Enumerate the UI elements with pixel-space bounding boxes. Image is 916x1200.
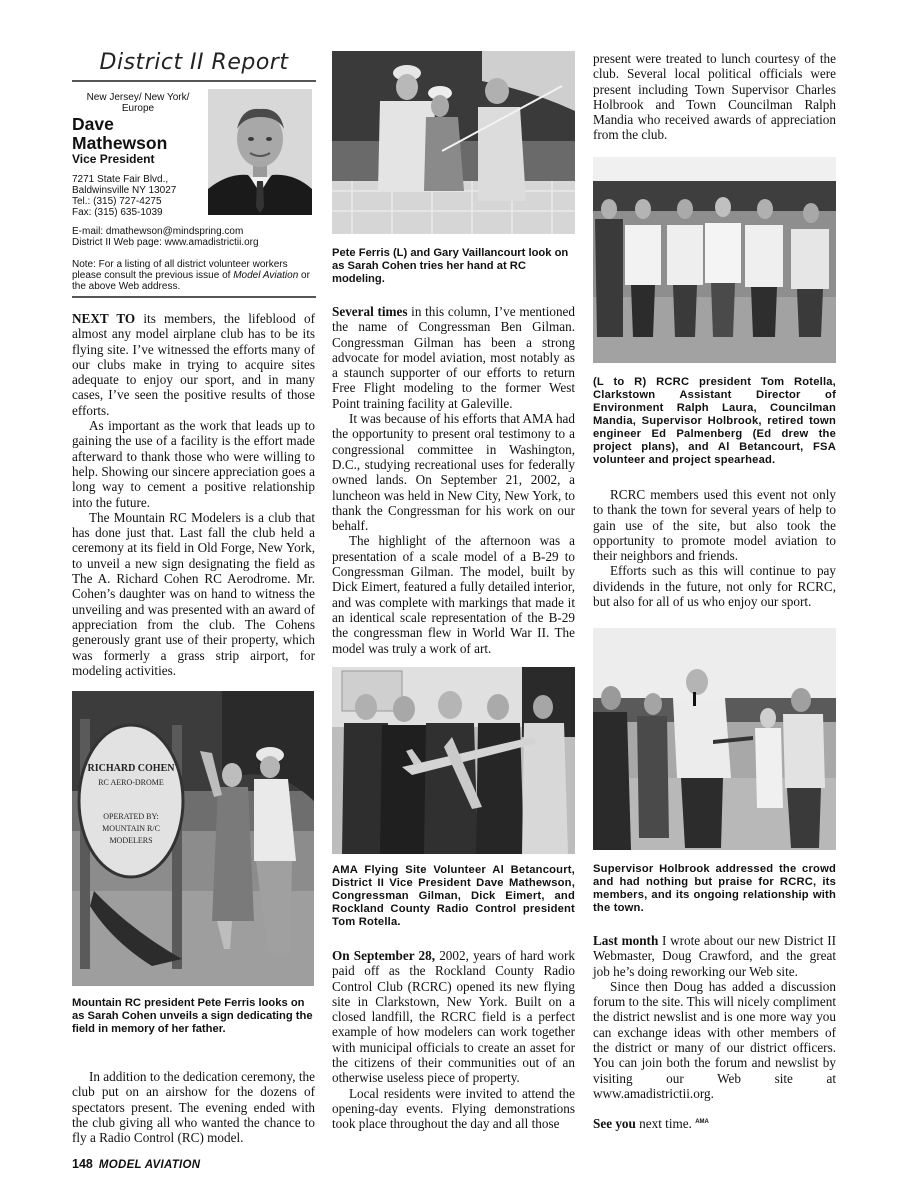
sign-text-line: MOUNTAIN R/C	[102, 824, 160, 833]
title-rule	[72, 80, 316, 82]
paragraph: Several times in this column, I’ve mentioned the name of Congressman Ben Gilman. Congressman Gilman has been a strong advocate for model aviation, most notably as a staunch supporter of our efforts to return Free Flight modeling to the former West Point training facility at Galeville.	[332, 304, 575, 411]
page-number: 148	[72, 1157, 93, 1171]
paragraph: It was because of his efforts that AMA had the opportunity to present oral testimony to a congressional committee in Washington, D.C., studying recreational uses for federally owned lands. On September 21, 2002, a luncheon was held in New City, New York, to thank the Congressman for his work on our behalf.	[332, 411, 575, 534]
caption-sign-unveiling: Mountain RC president Pete Ferris looks on as Sarah Cohen unveils a sign dedicating the field in memory of her father.	[72, 997, 313, 1035]
column-3-text-middle	[593, 487, 836, 609]
column-1-text-lower	[72, 1069, 315, 1145]
caption-rc-flying: Pete Ferris (L) and Gary Vaillancourt look on as Sarah Cohen tries her hand at RC modeling.	[332, 247, 569, 285]
officer-name: Dave Mathewson	[72, 114, 168, 153]
magazine-name: MODEL AVIATION	[98, 1159, 201, 1171]
photo-b29-presentation	[332, 667, 575, 854]
paragraph: Efforts such as this will continue to pay dividends in the future, not only for RCRC, but also for all of us who enjoy our sport.	[593, 563, 836, 610]
column-2-text	[332, 304, 575, 656]
paragraph: See you next time. AMA	[593, 1116, 709, 1132]
column-2-text-lower	[332, 948, 575, 1132]
email-text: E-mail: dmathewson@mindspring.com	[72, 226, 244, 237]
paragraph: NEXT TO its members, the lifeblood of almost any model airplane club has to be its flying site. I’ve witnessed the efforts many of our clubs make in trying to acquire sites adequate to enjoy our sport, and in many cases, I’ve seen the positive results of those efforts.	[72, 311, 315, 418]
section-title: District II Report	[99, 50, 289, 75]
officer-role: Vice President	[72, 152, 155, 166]
photo-sign-unveiling	[72, 691, 314, 986]
column-3-text-lower	[593, 933, 836, 1132]
caption-holbrook-speech: Supervisor Holbrook addressed the crowd and had nothing but praise for RCRC, its members, and its ongoing relationship with the town.	[593, 863, 836, 914]
paragraph: In addition to the dedication ceremony, the club put on an airshow for the dozens of spectators present. The evening ended with the club giving all who wanted the chance to fly a Radio Control (RC) model.	[72, 1069, 315, 1146]
web-page-text: District II Web page: www.amadistrictii.org	[72, 237, 259, 248]
ama-end-mark: AMA	[695, 1119, 709, 1126]
volunteer-note: Note: For a listing of all district volunteer workers please consult the previous issue of Model Aviation or the above Web address.	[72, 259, 310, 292]
caption-b29-presentation: AMA Flying Site Volunteer Al Betancourt, District II Vice President Dave Mathewson, Congressman Gilman, Dick Eimert, and Rockland County Radio Control president Tom Rotella.	[332, 864, 575, 928]
sign-text-line: RICHARD COHEN	[87, 763, 175, 774]
paragraph: present were treated to lunch courtesy of the club. Several local political officials were present including Town Supervisor Charles Holbrook and Town Councilman Ralph Mandia who received awards of appreciation from the club.	[593, 51, 836, 143]
photo-holbrook-speech	[593, 628, 836, 850]
paragraph: The Mountain RC Modelers is a club that has done just that. Last fall the club held a ceremony at its field in Old Forge, New York, to unveil a new sign designating the field as The A. Richard Cohen RC Aerodrome. Mr. Cohen’s daughter was on hand to witness the unveiling and was presented with an award of appreciation from the club. The Cohens generously grant use of their property, which was formerly a grass strip airport, for modeling activities.	[72, 509, 315, 678]
column-1-text	[72, 311, 315, 678]
header-bottom-rule	[72, 296, 316, 298]
photo-rc-flying	[332, 51, 575, 234]
paragraph: Last month I wrote about our new District II Webmaster, Doug Crawford, and the great job he’s doing reworking our Web site.	[593, 933, 836, 979]
column-3-text	[593, 51, 836, 143]
officer-contact	[72, 226, 312, 248]
sign-text-line: MODELERS	[109, 836, 153, 845]
paragraph: On September 28, 2002, years of hard work paid off as the Rockland County Radio Control Club (RCRC) opened its new flying site in Clarkstown, New York. Built on a closed landfill, the RCRC field is a perfect example of how modelers can work together with municipal officials to create an asset for the citizens of their communities out of an otherwise useless piece of property.	[332, 948, 575, 1086]
district-region: New Jersey/ New York/ Europe	[86, 92, 190, 114]
paragraph: The highlight of the afternoon was a presentation of a scale model of a B-29 to Congressman Gilman. The model, built by Dick Eimert, featured a fully detailed interior, and was complete with markings that made it an identical scale representation of the B-29 the congressman flew in World War II. The model was truly a work of art.	[332, 533, 575, 656]
caption-rcrc-officials: (L to R) RCRC president Tom Rotella, Clarkstown Assistant Director of Environment Ralph Laura, Councilman Mandia, Supervisor Holbrook, retired town engineer Ed Palmenberg (Ed drew the project plans), and Al Betancourt, FSA volunteer and project spearhead.	[593, 376, 836, 466]
officer-portrait	[208, 89, 312, 215]
page-footer	[72, 1157, 200, 1171]
sign-text-line: RC AERO-DROME	[98, 778, 164, 787]
paragraph: Since then Doug has added a discussion forum to the site. This will nicely compliment the district newslist and is one more way you can exchange ideas with other members of the district or many of our district officers. You can join both the forum and newslist by visiting our Web site at www.amadistrictii.org.	[593, 978, 836, 1101]
photo-rcrc-officials	[593, 157, 836, 363]
sign-text-line: OPERATED BY:	[103, 812, 159, 821]
paragraph: Local residents were invited to attend the opening-day events. Flying demonstrations took place throughout the day and all those	[332, 1085, 575, 1132]
paragraph: RCRC members used this event not only to thank the town for several years of help to gain use of the site, but also took the opportunity to promote model aviation to their neighbors and friends.	[593, 487, 836, 564]
officer-address: 7271 State Fair Blvd., Baldwinsville NY 13027 Tel.: (315) 727-4275 Fax: (315) 635-1039	[72, 174, 177, 218]
paragraph: As important as the work that leads up to gaining the use of a facility is the effort made afterward to thank those who were willing to help. Showing our sincere appreciation goes a long way to cement a positive relationship into the future.	[72, 418, 315, 510]
